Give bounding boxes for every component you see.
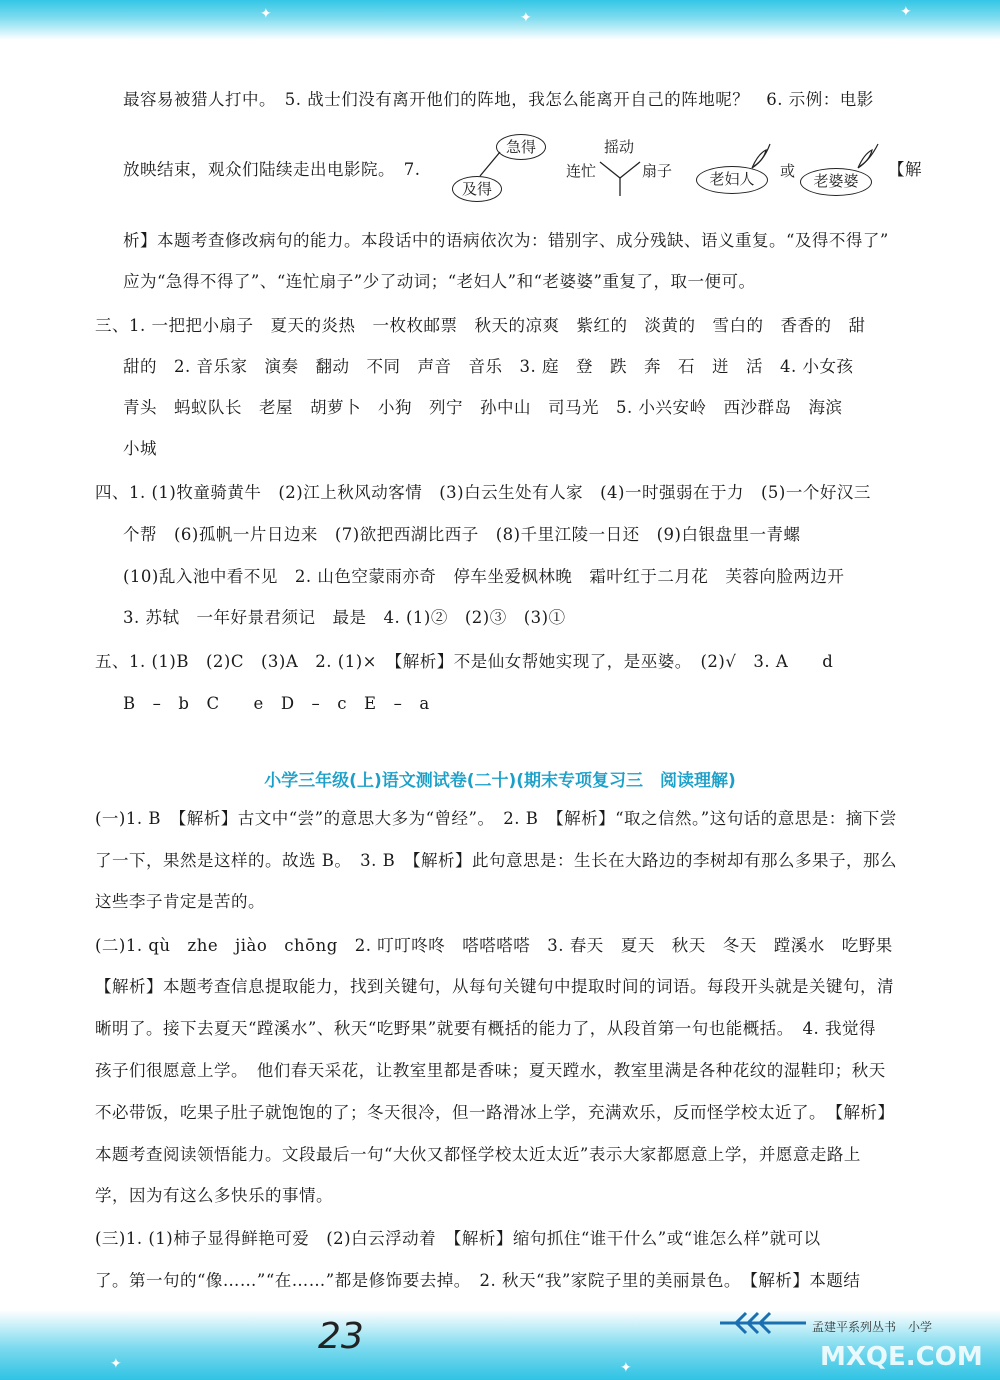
text-line: 3. 苏轼 一年好景君须记 最是 4. (1)② (2)③ (3)① xyxy=(123,608,566,627)
page-number: 23 xyxy=(318,1316,364,1357)
text-line: 应为“急得不得了”、“连忙扇子”少了动词；“老妇人”和“老婆婆”重复了，取一便可。 xyxy=(123,272,756,291)
text-line: 个帮 (6)孤帆一片日边来 (7)欲把西湖比西子 (8)千里江陵一日还 (9)白银盘里一青螺 xyxy=(123,525,801,544)
text-line: 五、1. (1)B (2)C (3)A 2. (1)× 【解析】不是仙女帮她实现了，是巫婆。 (2)√ 3. A d xyxy=(95,652,834,671)
text-line: 了一下，果然是这样的。故选 B。 3. B 【解析】此句意思是：生长在大路边的李树却有那么多果子，那么 xyxy=(95,851,897,870)
text-line: (10)乱入池中看不见 2. 山色空蒙雨亦奇 停车坐爱枫林晚 霜叶红于二月花 芙蓉向脸两边开 xyxy=(123,567,845,586)
text-line: 青头 蚂蚁队长 老屋 胡萝卜 小狗 列宁 孙中山 司马光 5. 小兴安岭 西沙群岛 海滨 xyxy=(123,398,843,417)
oval-bottom-word: 及得 xyxy=(452,176,502,202)
oval-right-phrase: 老婆婆 xyxy=(800,168,872,196)
text-line: 【解 xyxy=(888,160,922,179)
text-line: 【解析】本题考查信息提取能力，找到关键句，从每句关键句中提取时间的词语。每段开头就是关键句，清 xyxy=(95,977,894,996)
connector-word: 连忙 xyxy=(566,162,597,180)
series-label: 孟建平系列丛书 小学 xyxy=(812,1320,933,1334)
star-icon: ✦ xyxy=(110,1356,122,1372)
section-title: 小学三年级(上)语文测试卷(二十)(期末专项复习三 阅读理解) xyxy=(264,771,736,791)
text-line: 最容易被猎人打中。 5. 战士们没有离开他们的阵地，我怎么能离开自己的阵地呢？ 6. 示例：电影 xyxy=(123,90,874,109)
star-icon: ✦ xyxy=(900,4,912,20)
text-line: 晰明了。接下去夏天“蹚溪水”、秋天“吃野果”就要有概括的能力了，从段首第一句也能概括。 4. 我觉得 xyxy=(95,1019,876,1038)
text-line: (一)1. B 【解析】古文中“尝”的意思大多为“曾经”。 2. B 【解析】“取之信然。”这句话的意思是：摘下尝 xyxy=(95,809,897,828)
or-word: 或 xyxy=(780,162,796,180)
text-line: 了。第一句的“像……”“在……”都是修饰要去掉。 2. 秋天“我”家院子里的美丽景色。 【解析】本题结 xyxy=(95,1271,861,1290)
text-line: 这些李子肯定是苦的。 xyxy=(95,892,265,911)
arrow-icon xyxy=(716,1310,808,1336)
fan-word: 扇子 xyxy=(642,162,673,180)
text-line: B – b C e D – c E – a xyxy=(123,694,430,713)
star-icon: ✦ xyxy=(620,1360,632,1376)
text-line: 本题考查阅读领悟能力。文段最后一句“大伙又都怪学校太近太近”表示大家都愿意上学，并愿意走路上 xyxy=(95,1145,861,1164)
oval-top-word: 急得 xyxy=(496,134,546,160)
watermark-text: MXQE.COM xyxy=(820,1342,983,1372)
star-icon: ✦ xyxy=(520,10,532,26)
text-line: (二)1. qù zhe jiào chōng 2. 叮叮咚咚 嗒嗒嗒嗒 3. 春天 夏天 秋天 冬天 蹚溪水 吃野果 xyxy=(95,936,893,955)
diagram-connector-lines xyxy=(0,0,1000,260)
text-line: (三)1. (1)柿子显得鲜艳可爱 (2)白云浮动着 【解析】缩句抓住“谁干什么”或“谁怎么样”就可以 xyxy=(95,1229,821,1248)
text-line: 放映结束，观众们陆续走出电影院。 7. xyxy=(123,160,421,179)
text-line: 析】本题考查修改病句的能力。本段话中的语病依次为：错别字、成分残缺、语义重复。“及得不得了” xyxy=(123,231,889,250)
text-line: 孩子们很愿意上学。 他们春天采花，让教室里都是香味；夏天蹚水，教室里满是各种花纹的湿鞋印；秋天 xyxy=(95,1061,886,1080)
oval-left-phrase: 老妇人 xyxy=(696,166,768,194)
text-line: 三、1. 一把把小扇子 夏天的炎热 一枚枚邮票 秋天的凉爽 紫红的 淡黄的 雪白的 香香的 甜 xyxy=(95,316,866,335)
text-line: 四、1. (1)牧童骑黄牛 (2)江上秋风动客情 (3)白云生处有人家 (4)一时强弱在于力 (5)一个好汉三 xyxy=(95,483,871,502)
text-line: 小城 xyxy=(123,439,157,458)
text-line: 不必带饭，吃果子肚子就饱饱的了；冬天很冷，但一路滑冰上学，充满欢乐，反而怪学校太近了。 【解析】 xyxy=(95,1103,895,1122)
star-icon: ✦ xyxy=(260,6,272,22)
text-line: 甜的 2. 音乐家 演奏 翻动 不同 声音 音乐 3. 庭 登 跌 奔 石 迸 活 4. 小女孩 xyxy=(123,357,854,376)
text-line: 学，因为有这么多快乐的事情。 xyxy=(95,1186,333,1205)
wave-word: 摇动 xyxy=(604,138,635,156)
